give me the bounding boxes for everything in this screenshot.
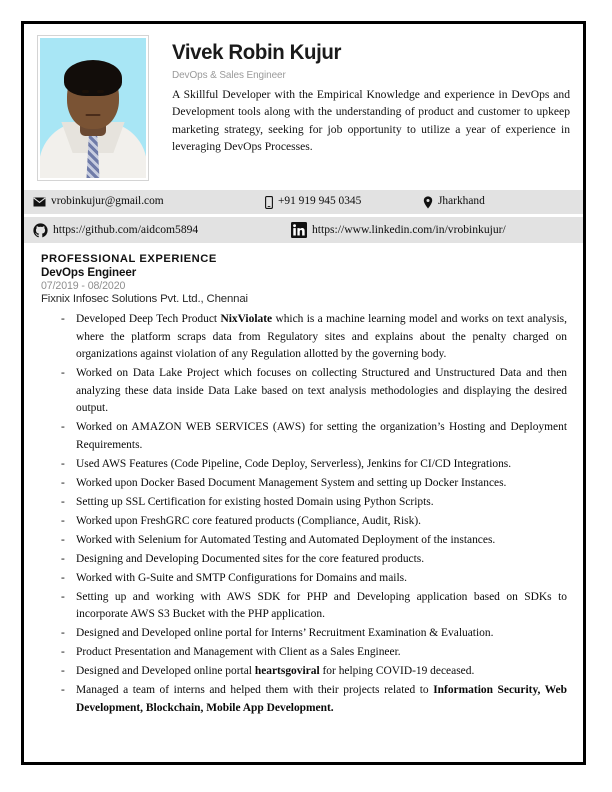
photo-left-eye-shape: [82, 90, 89, 93]
profile-photo: [40, 38, 146, 178]
photo-hair-shape: [64, 60, 122, 96]
resume-header: [24, 24, 583, 190]
experience-bullet-item: - Setting up and working with AWS SDK for PHP and Developing application based on SDKs to incorporate AWS S3 Bucket with the PHP application.: [61, 589, 567, 624]
experience-bullet-list: [41, 311, 570, 717]
contact-phone[interactable]: [265, 196, 423, 209]
contact-github[interactable]: [33, 223, 291, 238]
map-pin-icon: [423, 196, 433, 209]
contact-linkedin[interactable]: [291, 222, 583, 238]
professional-experience-section: [24, 243, 583, 717]
contact-github-text: https://github.com/aidcom5894: [53, 223, 199, 237]
contact-location: [423, 196, 583, 209]
job-dates: 07/2019 - 08/2020: [41, 280, 126, 292]
photo-right-eye-shape: [97, 90, 104, 93]
profile-photo-frame: [37, 35, 149, 181]
contact-linkedin-text: https://www.linkedin.com/in/vrobinkujur/: [312, 223, 506, 237]
photo-mouth-shape: [86, 114, 101, 116]
contact-phone-text: +91 919 945 0345: [278, 195, 362, 208]
contact-bar-secondary: [24, 217, 583, 243]
experience-bullet-item: - Worked with Selenium for Automated Testing and Automated Deployment of the instances.: [61, 532, 567, 550]
experience-bullet-item: - Worked on AMAZON WEB SERVICES (AWS) for setting the organization’s Hosting and Deployment Requirements.: [61, 419, 567, 454]
experience-bullet-item: - Worked upon FreshGRC core featured products (Compliance, Audit, Risk).: [61, 513, 567, 531]
contact-email[interactable]: [33, 196, 265, 207]
candidate-job-title: DevOps & Sales Engineer: [172, 68, 286, 81]
experience-bullet-item: - Product Presentation and Management with Client as a Sales Engineer.: [61, 644, 567, 662]
mobile-phone-icon: [265, 196, 273, 209]
experience-bullet-item: - Worked upon Docker Based Document Management System and setting up Docker Instances.: [61, 475, 567, 493]
header-text-block: [149, 35, 570, 181]
experience-bullet-item: - Managed a team of interns and helped them with their projects related to Information Security, Web Development, Blockchain, Mobile App Development.: [61, 682, 567, 717]
experience-bullet-item: - Used AWS Features (Code Pipeline, Code Deploy, Serverless), Jenkins for CI/CD Integrations.: [61, 456, 567, 474]
experience-bullet-item: - Worked on Data Lake Project which focuses on collecting Structured and Unstructured Data and then analyzing these data inside Data Lake based on text analysis methodologies and displaying the desired output.: [61, 365, 567, 418]
section-heading: PROFESSIONAL EXPERIENCE: [41, 253, 217, 265]
envelope-icon: [33, 197, 46, 207]
contact-bar-primary: [24, 190, 583, 214]
profile-summary: A Skillful Developer with the Empirical Knowledge and experience in DevOps and Development tools along with the understanding of product and customer to upkeep marketing strategy, seeking for job opportunity to utilize a year of experience in leveraging DevOps Processes.: [172, 87, 570, 154]
linkedin-icon: [291, 222, 307, 238]
experience-bullet-item: - Designed and Developed online portal heartsgoviral for helping COVID-19 deceased.: [61, 663, 567, 681]
job-role: DevOps Engineer: [41, 266, 137, 279]
contact-location-text: Jharkhand: [438, 195, 485, 208]
resume-page: [21, 21, 586, 765]
experience-bullet-item: - Designed and Developed online portal for Interns’ Recruitment Examination & Evaluation.: [61, 625, 567, 643]
experience-bullet-item: - Setting up SSL Certification for existing hosted Domain using Python Scripts.: [61, 494, 567, 512]
experience-bullet-item: - Developed Deep Tech Product NixViolate which is a machine learning model and works on text analysis, where the platform scraps data from Regulatory sites and explains about the penalty charged on organizations against violation of any Regulation allotted by the governing body.: [61, 311, 567, 364]
job-company: Fixnix Infosec Solutions Pvt. Ltd., Chennai: [41, 293, 248, 305]
contact-email-text: vrobinkujur@gmail.com: [51, 195, 164, 208]
candidate-name: Vivek Robin Kujur: [172, 40, 342, 64]
github-icon: [33, 223, 48, 238]
experience-bullet-item: - Worked with G-Suite and SMTP Configurations for Domains and mails.: [61, 570, 567, 588]
experience-bullet-item: - Designing and Developing Documented sites for the core featured products.: [61, 551, 567, 569]
